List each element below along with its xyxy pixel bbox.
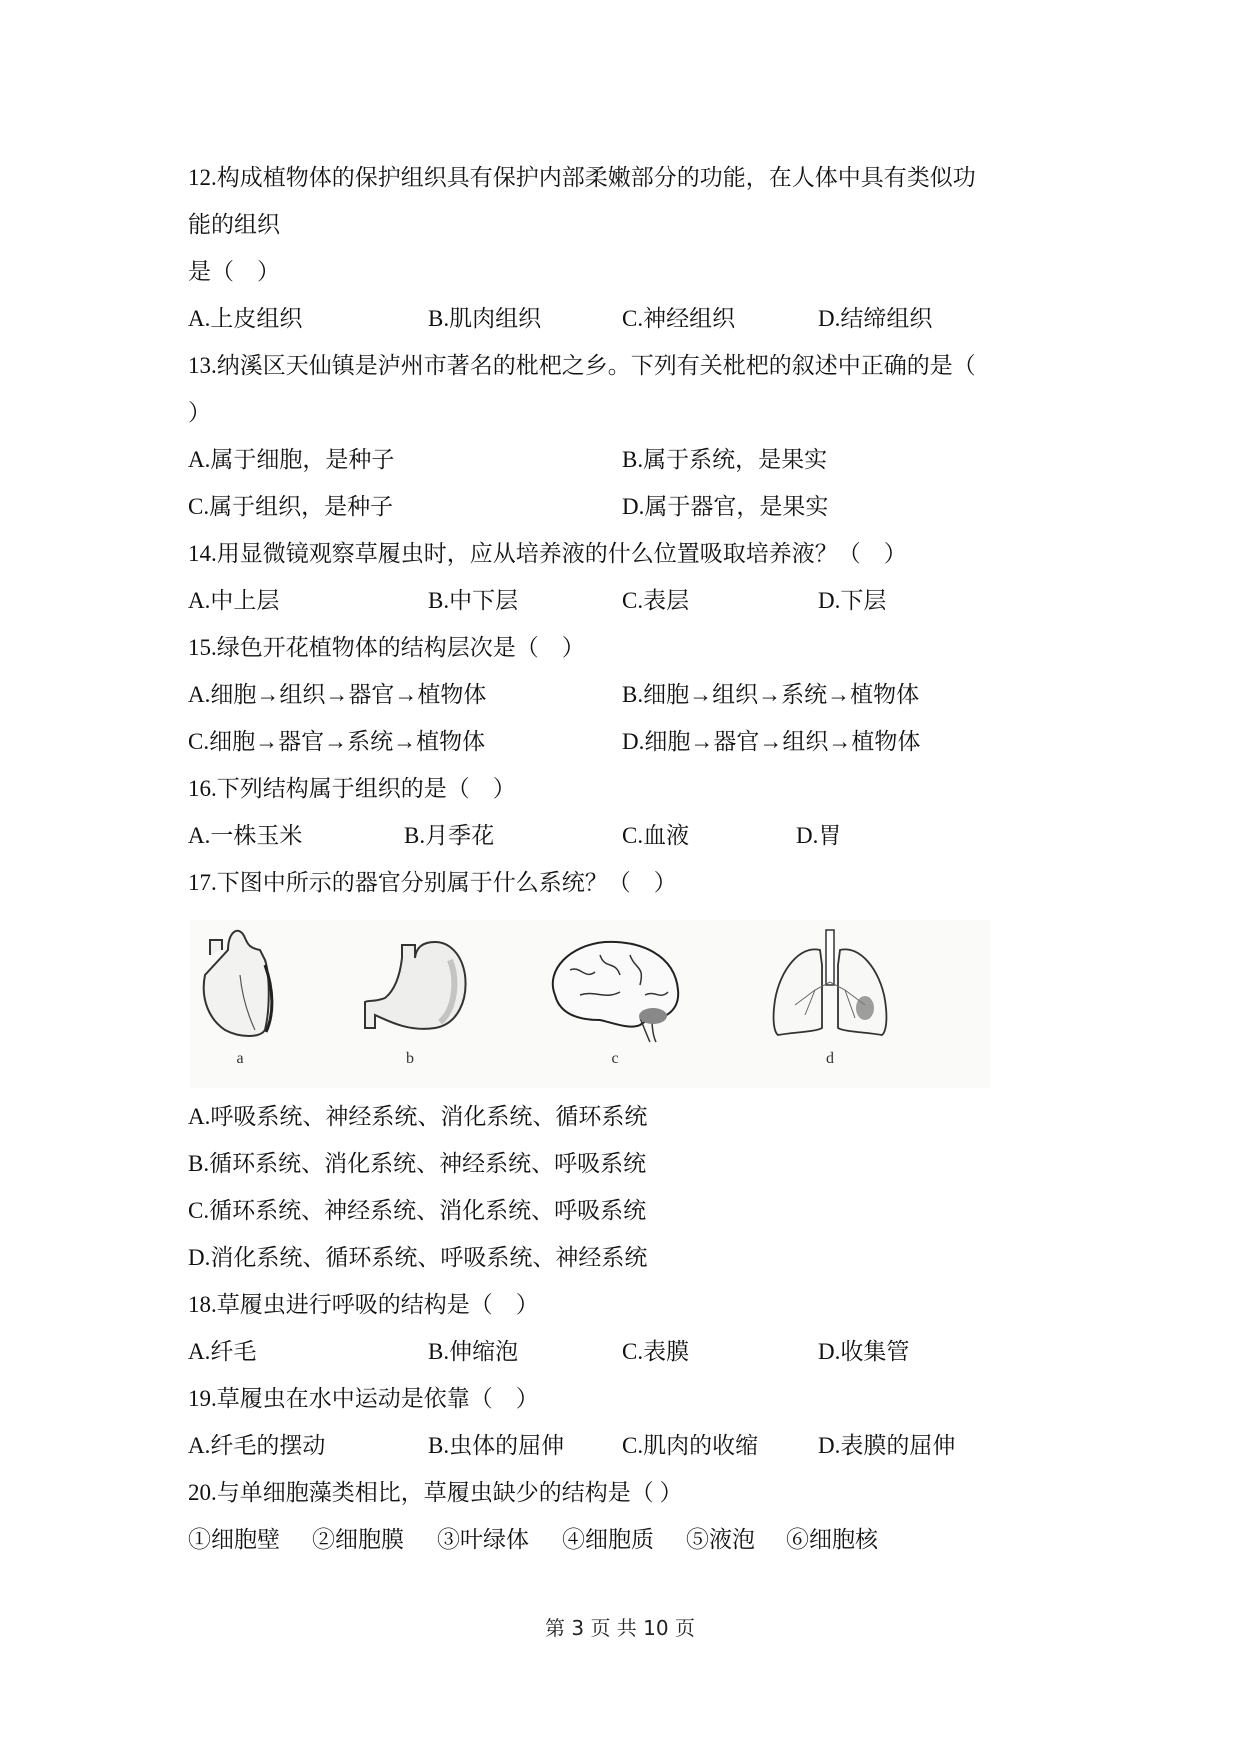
- organ-figure: [190, 920, 990, 1088]
- q16-option-d: D.胃: [796, 823, 842, 848]
- q12-option-b: B.肌肉组织: [428, 306, 542, 331]
- q16-option-a: A.一株玉米: [188, 823, 303, 848]
- q14-option-b: B.中下层: [428, 588, 519, 613]
- q18-option-a: A.纤毛: [188, 1339, 257, 1364]
- q12-stem-line2: 能的组织: [188, 212, 280, 237]
- q13-option-c: C.属于组织，是种子: [188, 494, 394, 519]
- q12-option-c: C.神经组织: [622, 306, 736, 331]
- q12-option-a: A.上皮组织: [188, 306, 303, 331]
- q19-option-d: D.表膜的屈伸: [818, 1433, 956, 1458]
- q20-item-4: ④细胞质: [562, 1527, 654, 1552]
- q20-item-3: ③叶绿体: [437, 1527, 529, 1552]
- q15-option-a: A.细胞→组织→器官→植物体: [188, 682, 487, 707]
- q14-option-d: D.下层: [818, 588, 887, 613]
- q19-stem: 19.草履虫在水中运动是依靠（ ）: [188, 1386, 539, 1411]
- q14-option-a: A.中上层: [188, 588, 280, 613]
- q16-option-b: B.月季花: [404, 823, 495, 848]
- q17-option-d: D.消化系统、循环系统、呼吸系统、神经系统: [188, 1245, 648, 1270]
- q12-option-d: D.结缔组织: [818, 306, 933, 331]
- q13-option-b: B.属于系统，是果实: [622, 447, 828, 472]
- q19-option-a: A.纤毛的摆动: [188, 1433, 326, 1458]
- q20-stem: 20.与单细胞藻类相比，草履虫缺少的结构是（ ）: [188, 1480, 683, 1505]
- q17-stem: 17.下图中所示的器官分别属于什么系统？（ ）: [188, 870, 677, 895]
- lungs-icon: [760, 920, 900, 1050]
- q18-option-d: D.收集管: [818, 1339, 910, 1364]
- q20-item-6: ⑥细胞核: [786, 1527, 878, 1552]
- q12-stem-line1: 12.构成植物体的保护组织具有保护内部柔嫩部分的功能，在人体中具有类似功: [188, 165, 976, 190]
- figure-label-b: b: [406, 1050, 414, 1067]
- q16-stem: 16.下列结构属于组织的是（ ）: [188, 776, 516, 801]
- heart-illustration: [170, 920, 310, 1088]
- brain-icon: [540, 920, 690, 1050]
- q20-item-1: ①细胞壁: [188, 1527, 280, 1552]
- q14-stem: 14.用显微镜观察草履虫时，应从培养液的什么位置吸取培养液？（ ）: [188, 541, 907, 566]
- figure-label-c: c: [611, 1050, 619, 1067]
- q17-option-c: C.循环系统、神经系统、消化系统、呼吸系统: [188, 1198, 647, 1223]
- q15-option-d: D.细胞→器官→组织→植物体: [622, 729, 921, 754]
- stomach-icon: [340, 920, 480, 1050]
- q13-option-d: D.属于器官，是果实: [622, 494, 829, 519]
- q18-stem: 18.草履虫进行呼吸的结构是（ ）: [188, 1292, 539, 1317]
- q17-option-a: A.呼吸系统、神经系统、消化系统、循环系统: [188, 1104, 648, 1129]
- stomach-illustration: [340, 920, 480, 1088]
- q13-stem-line2: ）: [188, 400, 211, 425]
- q15-option-c: C.细胞→器官→系统→植物体: [188, 729, 486, 754]
- q16-option-c: C.血液: [622, 823, 690, 848]
- lungs-illustration: [760, 920, 900, 1088]
- q13-option-a: A.属于细胞，是种子: [188, 447, 395, 472]
- page-number: 第 3 页 共 10 页: [545, 1616, 695, 1640]
- q12-stem-line3: 是（ ）: [188, 259, 280, 284]
- q18-option-b: B.伸缩泡: [428, 1339, 519, 1364]
- q14-option-c: C.表层: [622, 588, 690, 613]
- figure-label-d: d: [826, 1050, 834, 1067]
- brain-illustration: [540, 920, 680, 1088]
- q15-stem: 15.绿色开花植物体的结构层次是（ ）: [188, 635, 585, 660]
- q20-item-5: ⑤液泡: [686, 1527, 755, 1552]
- figure-label-a: a: [236, 1050, 244, 1067]
- q19-option-c: C.肌肉的收缩: [622, 1433, 759, 1458]
- q13-stem-line1: 13.纳溪区天仙镇是泸州市著名的枇杷之乡。下列有关枇杷的叙述中正确的是（: [188, 353, 976, 378]
- q18-option-c: C.表膜: [622, 1339, 690, 1364]
- heart-icon: [170, 920, 310, 1050]
- q15-option-b: B.细胞→组织→系统→植物体: [622, 682, 920, 707]
- q19-option-b: B.虫体的屈伸: [428, 1433, 565, 1458]
- q17-option-b: B.循环系统、消化系统、神经系统、呼吸系统: [188, 1151, 647, 1176]
- q20-item-2: ②细胞膜: [312, 1527, 404, 1552]
